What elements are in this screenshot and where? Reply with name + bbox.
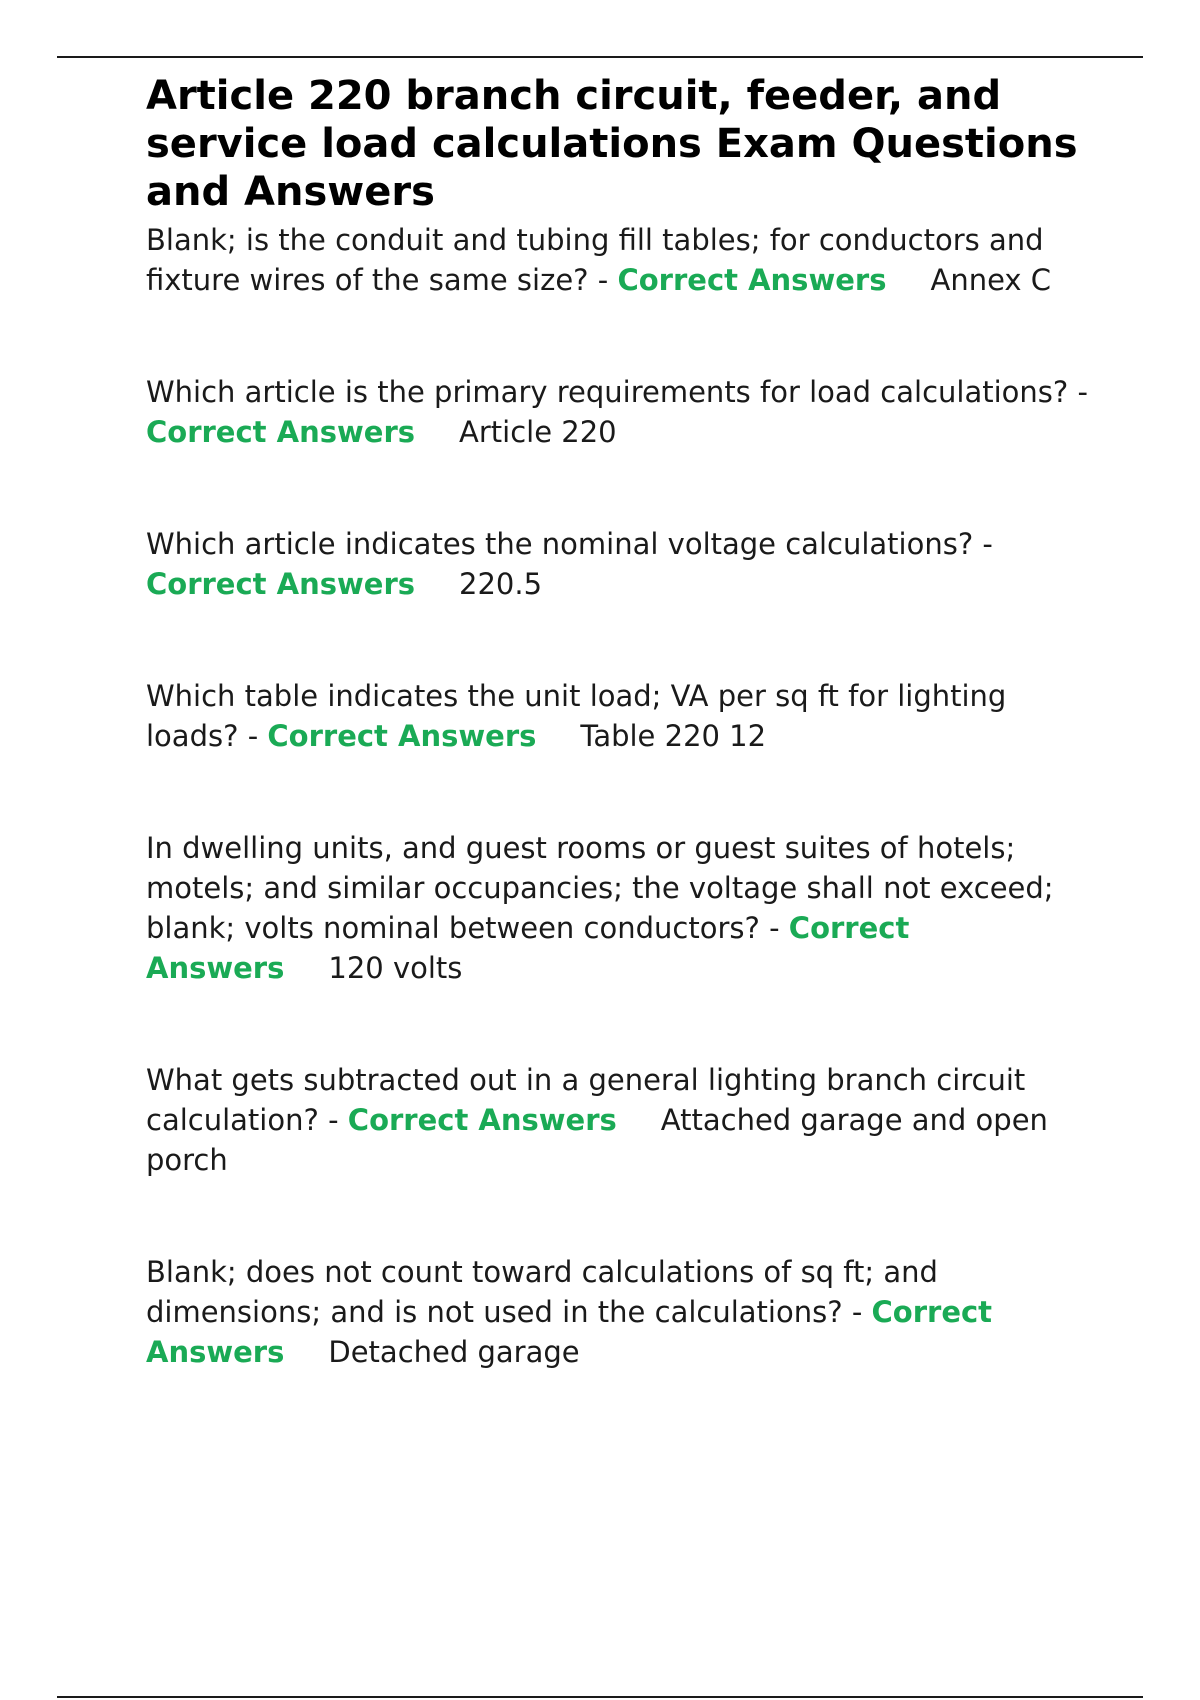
top-rule (57, 56, 1143, 58)
separator: - (973, 527, 993, 561)
correct-answers-label: Correct Answers (347, 1103, 617, 1137)
correct-answers-label: Correct Answers (617, 263, 887, 297)
qa-item (146, 676, 1096, 756)
qa-item (146, 1252, 1096, 1372)
correct-answers-label: Correct Answers (146, 415, 416, 449)
bottom-rule (57, 1696, 1143, 1698)
question-text: Blank; does not count toward calculations of sq ft; and dimensions; and is not used in the calculations? (146, 1255, 938, 1329)
correct-answers-label: Correct Answers (146, 911, 910, 985)
answer-text: 120 volts (328, 951, 463, 985)
question-text: Which article is the primary requirements for load calculations? (146, 375, 1069, 409)
correct-answers-label: Correct Answers (267, 719, 537, 753)
answer-text: Table 220 12 (580, 719, 767, 753)
question-text: Blank; is the conduit and tubing fill tables; for conductors and fixture wires of the same size? (146, 223, 1044, 297)
qa-item (146, 220, 1096, 300)
question-text: Which table indicates the unit load; VA per sq ft for lighting loads? (146, 679, 1007, 753)
answer-text: Article 220 (459, 415, 617, 449)
separator: - (588, 263, 618, 297)
separator: - (842, 1295, 872, 1329)
separator: - (759, 911, 789, 945)
separator: - (318, 1103, 348, 1137)
document-body (146, 72, 1096, 1372)
separator: - (238, 719, 268, 753)
separator: - (1068, 375, 1088, 409)
qa-item (146, 524, 1096, 604)
answer-text: Annex C (930, 263, 1052, 297)
question-text: Which article indicates the nominal voltage calculations? (146, 527, 974, 561)
qa-item (146, 828, 1096, 988)
correct-answers-label: Correct Answers (146, 1295, 993, 1369)
answer-text: Attached garage and open porch (146, 1103, 1048, 1177)
page-title: Article 220 branch circuit, feeder, and service load calculations Exam Questions and Answers (146, 73, 1078, 215)
answer-text: Detached garage (328, 1335, 580, 1369)
question-text: In dwelling units, and guest rooms or guest suites of hotels; motels; and similar occupancies; the voltage shall not exceed; blank; volts nominal between conductors? (146, 831, 1054, 945)
qa-item (146, 1060, 1096, 1180)
answer-text: 220.5 (459, 567, 543, 601)
qa-item (146, 372, 1096, 452)
question-text: What gets subtracted out in a general lighting branch circuit calculation? (146, 1063, 1026, 1137)
correct-answers-label: Correct Answers (146, 567, 416, 601)
